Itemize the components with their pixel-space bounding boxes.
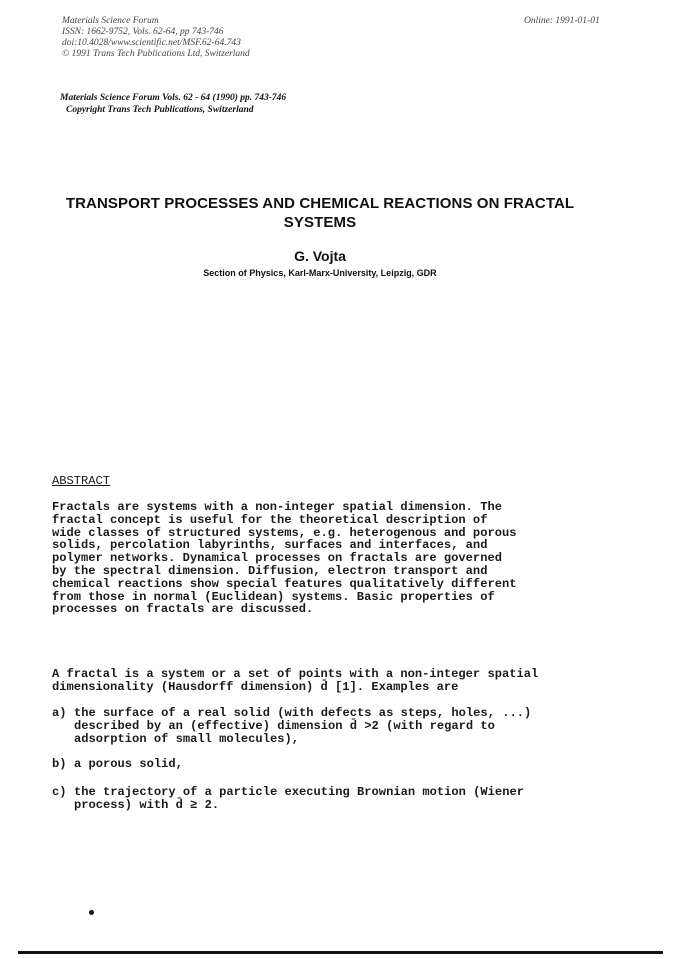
item-label: c) <box>52 785 67 799</box>
title-line1: TRANSPORT PROCESSES AND CHEMICAL REACTIONS ON FRACTAL <box>65 195 575 212</box>
item-label: a) <box>52 706 67 720</box>
list-item-b <box>52 758 183 771</box>
author-affiliation: Section of Physics, Karl-Marx-University, Leipzig, GDR <box>203 268 437 278</box>
publication-note <box>60 92 286 116</box>
item-label: b) <box>52 757 67 771</box>
item-line: process) with d̄ ≥ 2. <box>74 797 220 812</box>
journal-metadata <box>62 16 250 60</box>
abstract-line: solids, percolation labyrinths, surfaces and interfaces, and <box>52 538 488 553</box>
journal-name: Materials Science Forum <box>62 16 159 26</box>
copyright-line: © 1991 Trans Tech Publications Ltd, Switzerland <box>62 49 250 59</box>
item-line: adsorption of small molecules), <box>74 731 299 746</box>
abstract-line: polymer networks. Dynamical processes on fractals are governed <box>52 551 502 566</box>
abstract-line: wide classes of structured systems, e.g. heterogenous and porous <box>52 525 517 540</box>
item-line: the trajectory of a particle executing Brownian motion (Wiener <box>74 785 524 799</box>
intro-line: dimensionality (Hausdorff dimension) d̄ [1]. Examples are <box>52 679 459 694</box>
list-item-c <box>52 786 524 812</box>
item-line: the surface of a real solid (with defects as steps, holes, ...) <box>74 706 532 720</box>
publication-note-line2: Copyright Trans Tech Publications, Switzerland <box>66 105 254 115</box>
bottom-rule <box>18 951 663 954</box>
abstract-line: processes on fractals are discussed. <box>52 602 314 617</box>
intro-paragraph <box>52 668 538 694</box>
author-name: G. Vojta <box>294 248 346 264</box>
bullet-mark <box>89 910 94 915</box>
item-line: a porous solid, <box>74 757 183 771</box>
abstract-line: by the spectral dimension. Diffusion, electron transport and <box>52 563 488 578</box>
abstract-body <box>52 501 516 616</box>
issn-line: ISSN: 1662-9752, Vols. 62-64, pp 743-746 <box>62 27 224 37</box>
item-line: described by an (effective) dimension d̄ >2 (with regard to <box>74 718 495 733</box>
intro-line: A fractal is a system or a set of points with a non-integer spatial <box>52 667 539 681</box>
publication-note-line1: Materials Science Forum Vols. 62 - 64 (1990) pp. 743-746 <box>60 93 287 103</box>
list-item-a <box>52 707 531 745</box>
title-line2: SYSTEMS <box>283 214 357 231</box>
abstract-line: Fractals are systems with a non-integer spatial dimension. The <box>52 500 502 514</box>
abstract-heading: ABSTRACT <box>52 474 111 488</box>
abstract-line: from those in normal (Euclidean) systems. Basic properties of <box>52 589 495 604</box>
abstract-line: chemical reactions show special features qualitatively different <box>52 576 517 591</box>
doi-line: doi:10.4028/www.scientific.net/MSF.62-64.743 <box>62 38 241 48</box>
online-date: Online: 1991-01-01 <box>524 16 600 26</box>
article-title <box>40 194 600 232</box>
abstract-line: fractal concept is useful for the theoretical description of <box>52 512 488 527</box>
